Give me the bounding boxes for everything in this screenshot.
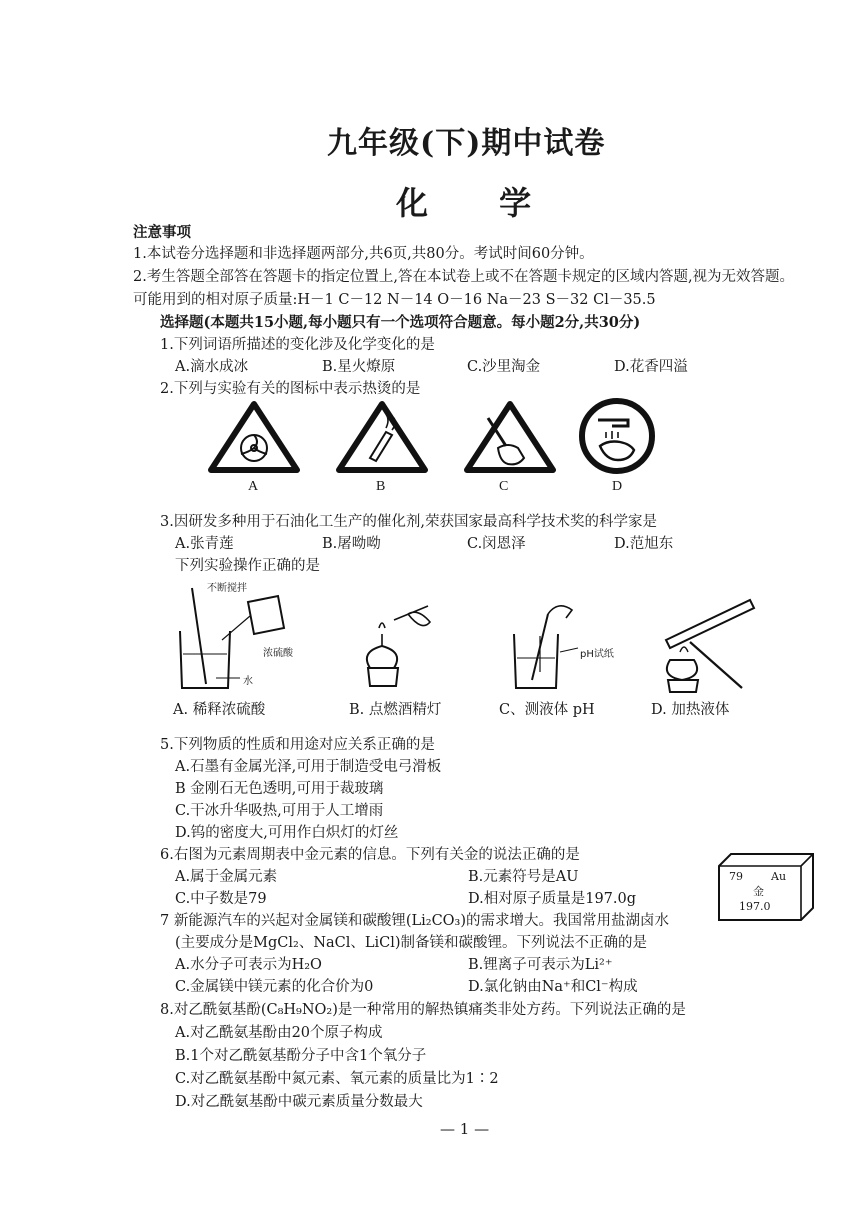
ventilation-warning-icon bbox=[211, 404, 297, 470]
q3-stem: 3.因研发多种用于石油化工生产的催化剂,荣获国家最高科学技术奖的科学家是 bbox=[160, 514, 657, 530]
section-heading: 选择题(本题共15小题,每小题只有一个选项符合题意。每小题2分,共30分) bbox=[160, 314, 641, 331]
q8-option-b: B.1个对乙酰氨基酚分子中含1个氧分子 bbox=[175, 1048, 427, 1064]
q3-option-d: D.范旭东 bbox=[614, 536, 674, 552]
hot-surface-warning-icon bbox=[339, 404, 425, 470]
q4-option-a: A. 稀释浓硫酸 bbox=[173, 702, 266, 718]
q1-stem: 1.下列词语所描述的变化涉及化学变化的是 bbox=[160, 337, 435, 353]
q5-stem: 5.下列物质的性质和用途对应关系正确的是 bbox=[160, 737, 435, 753]
q4-label-ph: pH试纸 bbox=[580, 649, 614, 660]
q7-option-a: A.水分子可表示为H₂O bbox=[175, 957, 322, 973]
q4-option-c: C、测液体 pH bbox=[499, 702, 595, 718]
heat-liquid-figure bbox=[666, 600, 754, 692]
notice-line-2: 2.考生答题全部答在答题卡的指定位置上,答在本试卷上或不在答题卡规定的区域内答题,视为无效答题。 bbox=[133, 269, 795, 285]
element-symbol: Au bbox=[771, 870, 787, 883]
q4-label-acid: 浓硫酸 bbox=[263, 648, 293, 659]
notice-line-1: 1.本试卷分选择题和非选择题两部分,共6页,共80分。考试时间60分钟。 bbox=[133, 246, 594, 262]
q6-stem: 6.右图为元素周期表中金元素的信息。下列有关金的说法正确的是 bbox=[160, 847, 580, 863]
subject-title: 化 学 bbox=[396, 184, 562, 222]
q1-option-c: C.沙里淘金 bbox=[467, 359, 541, 375]
q5-option-d: D.钨的密度大,可用作白炽灯的灯丝 bbox=[175, 825, 399, 841]
q4-option-b: B. 点燃酒精灯 bbox=[349, 702, 442, 718]
q4-option-d: D. 加热液体 bbox=[651, 702, 730, 718]
q5-option-c: C.干冰升华吸热,可用于人工增雨 bbox=[175, 803, 384, 819]
element-name: 金 bbox=[753, 885, 764, 898]
q8-option-c: C.对乙酰氨基酚中氮元素、氧元素的质量比为1∶2 bbox=[175, 1071, 499, 1087]
q7-option-d: D.氯化钠由Na⁺和Cl⁻构成 bbox=[468, 979, 638, 995]
q3-option-c: C.闵恩泽 bbox=[467, 536, 526, 552]
q7-option-b: B.锂离子可表示为Li²⁺ bbox=[468, 957, 613, 973]
q8-option-a: A.对乙酰氨基酚由20个原子构成 bbox=[175, 1025, 383, 1041]
q7-stem: 7 新能源汽车的兴起对金属镁和碳酸锂(Li₂CO₃)的需求增大。我国常用盐湖卤水 bbox=[160, 913, 670, 929]
q5-option-b: B 金刚石无色透明,可用于裁玻璃 bbox=[175, 781, 384, 797]
ph-measure-figure bbox=[514, 606, 578, 688]
dilute-acid-figure bbox=[180, 588, 284, 688]
q2-label-d: D bbox=[612, 479, 623, 494]
q2-label-b: B bbox=[376, 479, 386, 494]
q8-stem: 8.对乙酰氨基酚(C₈H₉NO₂)是一种常用的解热镇痛类非处方药。下列说法正确的是 bbox=[160, 1002, 686, 1018]
q6-option-d: D.相对原子质量是197.0g bbox=[468, 891, 637, 907]
sharp-object-warning-icon bbox=[467, 404, 553, 470]
alcohol-lamp-figure bbox=[367, 606, 430, 686]
element-mass: 197.0 bbox=[739, 900, 771, 913]
q2-icons bbox=[200, 398, 660, 478]
q8-option-d: D.对乙酰氨基酚中碳元素质量分数最大 bbox=[175, 1094, 423, 1110]
q4-label-stir: 不断搅拌 bbox=[207, 583, 247, 594]
q1-option-b: B.星火燎原 bbox=[322, 359, 396, 375]
atomic-mass-line: 可能用到的相对原子质量:H－1 C－12 N－14 O－16 Na－23 S－32 Cl－35.5 bbox=[133, 292, 656, 308]
q2-label-c: C bbox=[499, 479, 509, 494]
q7-option-c: C.金属镁中镁元素的化合价为0 bbox=[175, 979, 374, 995]
q5-option-a: A.石墨有金属光泽,可用于制造受电弓滑板 bbox=[175, 759, 442, 775]
q3-option-b: B.屠呦呦 bbox=[322, 536, 381, 552]
page-title: 九年级(下)期中试卷 bbox=[327, 126, 606, 161]
q4-figures bbox=[170, 576, 770, 696]
q6-option-c: C.中子数是79 bbox=[175, 891, 267, 907]
q6-option-b: B.元素符号是AU bbox=[468, 869, 579, 885]
q1-option-a: A.滴水成冰 bbox=[175, 359, 249, 375]
notice-heading: 注意事项 bbox=[133, 224, 191, 241]
q4-label-water: 水 bbox=[243, 676, 253, 687]
q6-option-a: A.属于金属元素 bbox=[175, 869, 278, 885]
element-card bbox=[717, 852, 815, 922]
page-number: — 1 — bbox=[440, 1120, 490, 1138]
q4-stem: 下列实验操作正确的是 bbox=[175, 558, 320, 574]
q7-stem-2: (主要成分是MgCl₂、NaCl、LiCl)制备镁和碳酸锂。下列说法不正确的是 bbox=[175, 935, 648, 951]
element-number: 79 bbox=[729, 870, 743, 883]
wash-hands-icon bbox=[582, 401, 652, 471]
q2-stem: 2.下列与实验有关的图标中表示热烫的是 bbox=[160, 381, 421, 397]
q3-option-a: A.张青莲 bbox=[175, 536, 234, 552]
q2-label-a: A bbox=[248, 479, 259, 494]
q1-option-d: D.花香四溢 bbox=[614, 359, 688, 375]
